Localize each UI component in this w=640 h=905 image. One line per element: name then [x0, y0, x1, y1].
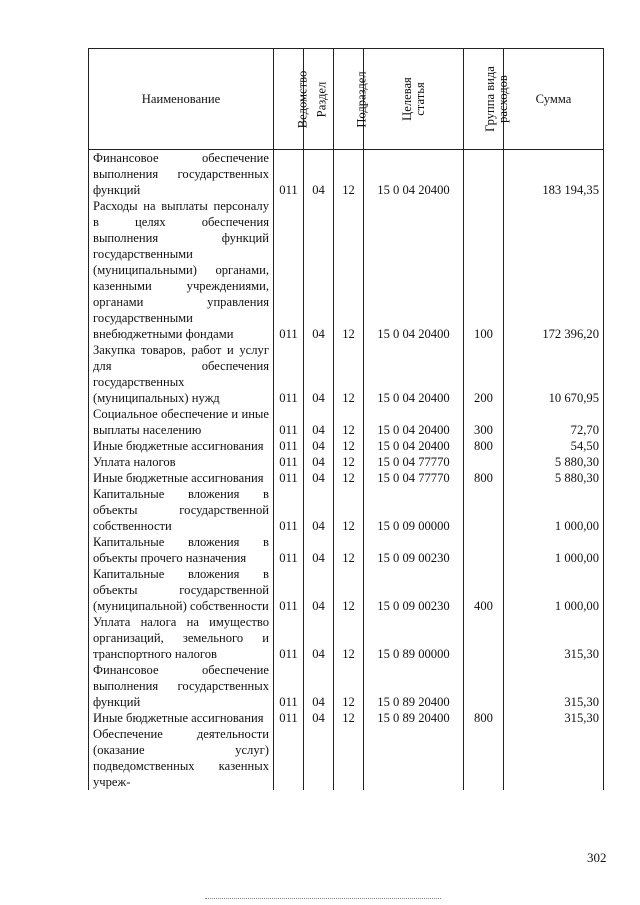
row-group [464, 454, 504, 470]
header-subsection-text: Подраздел [354, 70, 369, 128]
row-section: 04 [304, 342, 334, 406]
row-group [464, 534, 504, 566]
row-name: Расходы на выплаты персоналу в целях обеспечения выполнения функций государственными (муниципальными) органами, казенными учреждениями, органами управления государственными внебюджетными фондами [89, 198, 274, 342]
row-sub: 12 [334, 198, 364, 342]
header-subsection [334, 49, 369, 150]
row-group: 100 [464, 198, 504, 342]
row-sum: 1 000,00 [504, 486, 604, 534]
row-target: 15 0 09 00230 [364, 534, 464, 566]
header-group [464, 49, 510, 150]
row-sum: 315,30 [504, 614, 604, 662]
row-dept: 011 [274, 470, 304, 486]
row-group: 800 [464, 470, 504, 486]
empty-cell [504, 726, 604, 790]
table-row [89, 614, 604, 662]
row-section: 04 [304, 198, 334, 342]
row-section: 04 [304, 150, 334, 199]
row-sub: 12 [334, 566, 364, 614]
header-section-text: Раздел [314, 81, 329, 117]
row-sub: 12 [334, 710, 364, 726]
table-row [89, 454, 604, 470]
row-dept: 011 [274, 198, 304, 342]
row-group [464, 614, 504, 662]
row-dept: 011 [274, 486, 304, 534]
table-row [89, 406, 604, 438]
row-target: 15 0 89 20400 [364, 710, 464, 726]
row-target: 15 0 04 20400 [364, 198, 464, 342]
row-sub: 12 [334, 438, 364, 454]
table-row [89, 662, 604, 710]
header-sum [504, 49, 604, 150]
row-group [464, 662, 504, 710]
header-sum-text: Сумма [535, 91, 572, 106]
row-target: 15 0 89 20400 [364, 662, 464, 710]
row-dept: 011 [274, 710, 304, 726]
header-group-text [484, 66, 510, 132]
row-sub: 12 [334, 470, 364, 486]
row-sum: 5 880,30 [504, 454, 604, 470]
row-sum: 172 396,20 [504, 198, 604, 342]
header-group-line2: расходов [495, 74, 510, 123]
row-target: 15 0 04 77770 [364, 454, 464, 470]
header-target [364, 49, 464, 150]
header-name-text: Наименование [141, 91, 221, 106]
budget-table [88, 48, 604, 790]
row-target: 15 0 09 00000 [364, 486, 464, 534]
row-section: 04 [304, 406, 334, 438]
row-dept: 011 [274, 438, 304, 454]
row-name: Капитальные вложения в объекты государственной собственности [89, 486, 274, 534]
header-target-text [400, 77, 426, 121]
empty-cell [464, 726, 504, 790]
row-section: 04 [304, 470, 334, 486]
row-sub: 12 [334, 342, 364, 406]
table-row [89, 486, 604, 534]
table-row [89, 566, 604, 614]
row-target: 15 0 04 77770 [364, 470, 464, 486]
row-target: 15 0 04 20400 [364, 150, 464, 199]
page-number: 302 [587, 850, 607, 865]
row-sum: 72,70 [504, 406, 604, 438]
row-sub: 12 [334, 454, 364, 470]
row-sum: 1 000,00 [504, 534, 604, 566]
row-group: 300 [464, 406, 504, 438]
header-group-line1: Группа вида [482, 65, 497, 132]
row-name: Уплата налога на имущество организаций, земельного и транспортного налогов [89, 614, 274, 662]
row-section: 04 [304, 534, 334, 566]
header-target-line1: Целевая [399, 76, 414, 121]
table-row-continued [89, 726, 604, 790]
row-group: 400 [464, 566, 504, 614]
row-name: Иные бюджетные ассигнования [89, 710, 274, 726]
row-section: 04 [304, 454, 334, 470]
row-dept: 011 [274, 534, 304, 566]
row-target: 15 0 04 20400 [364, 438, 464, 454]
row-name: Иные бюджетные ассигнования [89, 470, 274, 486]
row-group: 800 [464, 438, 504, 454]
row-name: Социальное обеспечение и иные выплаты населению [89, 406, 274, 438]
table-row [89, 150, 604, 199]
header-dept [274, 49, 310, 150]
row-dept: 011 [274, 454, 304, 470]
row-sum: 315,30 [504, 710, 604, 726]
table-row [89, 438, 604, 454]
row-dept: 011 [274, 662, 304, 710]
budget-table-page [88, 48, 603, 790]
row-sub: 12 [334, 662, 364, 710]
header-row [89, 49, 604, 150]
row-sum: 315,30 [504, 662, 604, 710]
row-target: 15 0 04 20400 [364, 406, 464, 438]
row-section: 04 [304, 710, 334, 726]
empty-cell [334, 726, 364, 790]
row-sum: 5 880,30 [504, 470, 604, 486]
row-sum: 1 000,00 [504, 566, 604, 614]
row-sub: 12 [334, 614, 364, 662]
row-name: Обеспечение деятельности (оказание услуг) подведомственных казенных учреж- [89, 726, 274, 790]
row-section: 04 [304, 566, 334, 614]
row-dept: 011 [274, 614, 304, 662]
row-name: Уплата налогов [89, 454, 274, 470]
row-dept: 011 [274, 342, 304, 406]
row-sub: 12 [334, 534, 364, 566]
empty-cell [304, 726, 334, 790]
empty-cell [364, 726, 464, 790]
row-target: 15 0 04 20400 [364, 342, 464, 406]
row-target: 15 0 09 00230 [364, 566, 464, 614]
row-section: 04 [304, 486, 334, 534]
row-sum: 183 194,35 [504, 150, 604, 199]
row-sub: 12 [334, 486, 364, 534]
row-dept: 011 [274, 406, 304, 438]
row-target: 15 0 89 00000 [364, 614, 464, 662]
empty-cell [274, 726, 304, 790]
row-name: Капитальные вложения в объекты государственной (муниципальной) собственности [89, 566, 274, 614]
row-name: Капитальные вложения в объекты прочего назначения [89, 534, 274, 566]
row-dept: 011 [274, 150, 304, 199]
table-row [89, 470, 604, 486]
row-name: Финансовое обеспечение выполнения государственных функций [89, 150, 274, 199]
row-dept: 011 [274, 566, 304, 614]
row-sub: 12 [334, 406, 364, 438]
table-row [89, 198, 604, 342]
row-sub: 12 [334, 150, 364, 199]
row-sum: 54,50 [504, 438, 604, 454]
table-row [89, 342, 604, 406]
header-name [89, 49, 274, 150]
row-section: 04 [304, 662, 334, 710]
row-group [464, 486, 504, 534]
row-name: Иные бюджетные ассигнования [89, 438, 274, 454]
row-group: 800 [464, 710, 504, 726]
row-group: 200 [464, 342, 504, 406]
row-group [464, 150, 504, 199]
header-target-line2: статья [412, 81, 427, 116]
row-name: Финансовое обеспечение выполнения государственных функций [89, 662, 274, 710]
row-section: 04 [304, 438, 334, 454]
table-row [89, 710, 604, 726]
row-name: Закупка товаров, работ и услуг для обеспечения государственных (муниципальных) нужд [89, 342, 274, 406]
row-section: 04 [304, 614, 334, 662]
table-row [89, 534, 604, 566]
footer-dotted-line [205, 898, 441, 899]
header-dept-text: Ведомство [295, 70, 310, 128]
row-sum: 10 670,95 [504, 342, 604, 406]
